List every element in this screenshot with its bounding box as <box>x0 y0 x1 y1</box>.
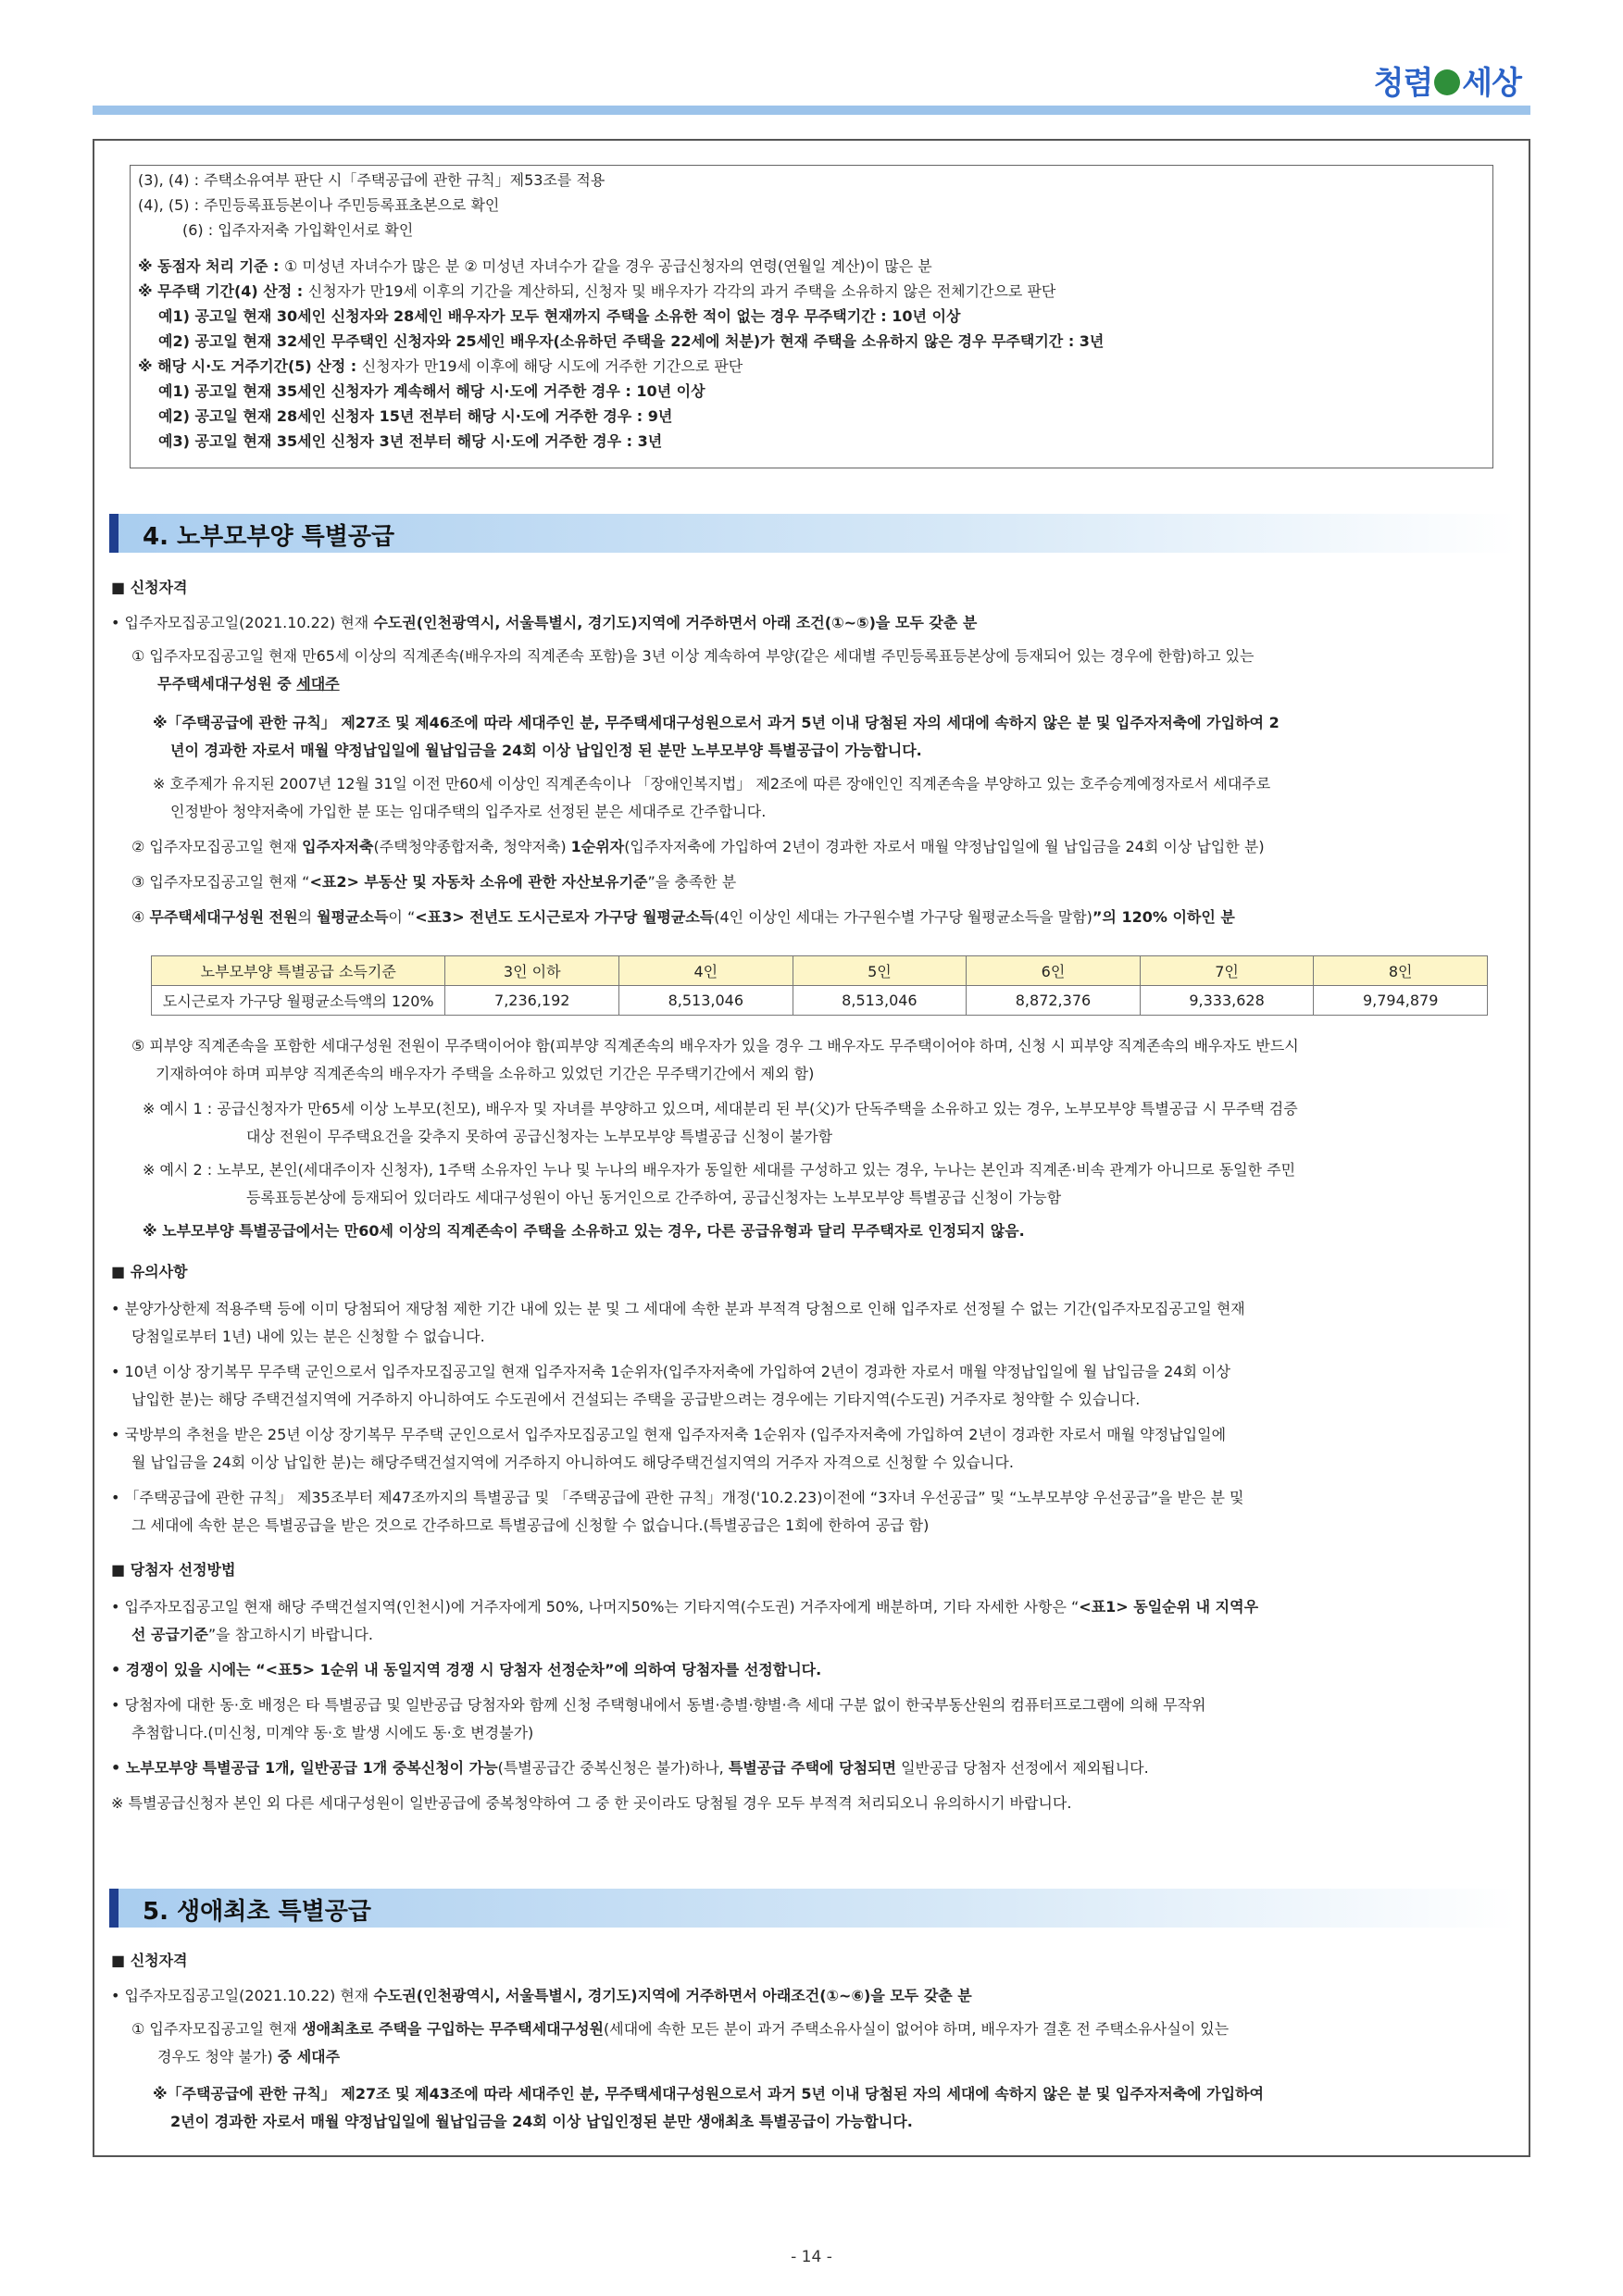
sec5-qualification <box>111 1947 1518 2136</box>
paragraph: 당첨일로부터 1년) 내에 있는 분은 신청할 수 없습니다. <box>131 1328 485 1345</box>
note-line: 예1) 공고일 현재 30세인 신청자와 28세인 배우자가 모두 현재까지 주택을 소유한 적이 없는 경우 무주택기간 : 10년 이상 <box>158 307 961 325</box>
paragraph: ① 입주자모집공고일 현재 만65세 이상의 직계존속(배우자의 직계존속 포함)을 3년 이상 계속하여 부양(같은 세대별 주민등록표등본상에 등재되어 있는 경우에 한함)하고 있는 <box>131 647 1255 665</box>
table-cell: 9,333,628 <box>1140 986 1314 1016</box>
subheading: ■ 신청자격 <box>111 579 188 596</box>
note: 2년이 경과한 자로서 매월 약정납입일에 월납입금을 24회 이상 납입인정된 분만 생애최초 특별공급이 가능합니다. <box>170 2113 913 2130</box>
paragraph: 무주택세대구성원 중 세대주 <box>157 675 340 693</box>
note: 인정받아 청약저축에 가입한 분 또는 임대주택의 입주자로 선정된 분은 세대주로 간주합니다. <box>170 803 767 820</box>
brand-logo: 청렴 세상 <box>1373 65 1521 102</box>
example: 등록표등본상에 등재되어 있더라도 세대구성원이 아닌 동거인으로 간주하여, 공급신청자는 노부모부양 특별공급 신청이 가능함 <box>246 1189 1062 1206</box>
sec4-qualification <box>111 574 1518 931</box>
note: ※ 노부모부양 특별공급에서는 만60세 이상의 직계존속이 주택을 소유하고 있는 경우, 다른 공급유형과 달리 무주택자로 인정되지 않음. <box>143 1222 1025 1240</box>
table-cell: 8,513,046 <box>619 986 793 1016</box>
note: ※ 특별공급신청자 본인 외 다른 세대구성원이 일반공급에 중복청약하여 그 중 한 곳이라도 당첨될 경우 모두 부적격 처리되오니 유의하시기 바랍니다. <box>111 1794 1072 1812</box>
logo-emblem-icon <box>1434 69 1460 95</box>
note: ※「주택공급에 관한 규칙」 제27조 및 제46조에 따라 세대주인 분, 무주택세대구성원으로서 과거 5년 이내 당첨된 자의 세대에 속하지 않은 분 및 입주자저축에 가입하여 2 <box>153 714 1280 731</box>
paragraph: • 입주자모집공고일(2021.10.22) 현재 수도권(인천광역시, 서울특별시, 경기도)지역에 거주하면서 아래조건(①~⑥)을 모두 갖춘 분 <box>111 1987 972 2004</box>
paragraph: • 노부모부양 특별공급 1개, 일반공급 1개 중복신청이 가능(특별공급간 중복신청은 불가)하나, 특별공급 주택에 당첨되면 일반공급 당첨자 선정에서 제외됩니다. <box>111 1759 1149 1777</box>
section-header-4 <box>109 514 1517 553</box>
paragraph: 그 세대에 속한 분은 특별공급을 받은 것으로 간주하므로 특별공급에 신청할 수 없습니다.(특별공급은 1회에 한하여 공급 함) <box>131 1516 930 1534</box>
page-number: - 14 - <box>791 2248 832 2266</box>
header-rule <box>93 106 1530 115</box>
paragraph: ③ 입주자모집공고일 현재 “<표2> 부동산 및 자동차 소유에 관한 자산보유기준”을 충족한 분 <box>131 873 737 891</box>
example: ※ 예시 1 : 공급신청자가 만65세 이상 노부모(친모), 배우자 및 자녀를 부양하고 있으며, 세대분리 된 부(父)가 단독주택을 소유하고 있는 경우, 노부모부양 특별공급 시 무주택 검증 <box>143 1100 1298 1117</box>
paragraph: 추첨합니다.(미신청, 미계약 동·호 발생 시에도 동·호 변경불가) <box>131 1724 534 1741</box>
table-cell: 8,872,376 <box>967 986 1141 1016</box>
table-header-cell: 4인 <box>619 956 793 986</box>
paragraph: • 입주자모집공고일(2021.10.22) 현재 수도권(인천광역시, 서울특별시, 경기도)지역에 거주하면서 아래 조건(①~⑤)을 모두 갖춘 분 <box>111 614 978 631</box>
table-row <box>152 986 1488 1016</box>
note-line: (4), (5) : 주민등록표등본이나 주민등록표초본으로 확인 <box>138 196 500 214</box>
paragraph: ① 입주자모집공고일 현재 생애최초로 주택을 구입하는 무주택세대구성원(세대에 속한 모든 분이 과거 주택소유사실이 없어야 하며, 배우자가 결혼 전 주택소유사실이 있는 <box>131 2020 1230 2038</box>
example: 대상 전원이 무주택요건을 갖추지 못하여 공급신청자는 노부모부양 특별공급 신청이 불가함 <box>246 1128 833 1145</box>
section-marker <box>109 514 119 553</box>
note-line: 예1) 공고일 현재 35세인 신청자가 계속해서 해당 시·도에 거주한 경우 : 10년 이상 <box>158 382 705 400</box>
table-header-cell: 8인 <box>1314 956 1488 986</box>
criteria-note-box <box>130 165 1493 468</box>
subheading: ■ 당첨자 선정방법 <box>111 1561 236 1578</box>
note-line: ※ 무주택 기간(4) 산정 : 신청자가 만19세 이후의 기간을 계산하되, 신청자 및 배우자가 각각의 과거 주택을 소유하지 않은 전체기간으로 판단 <box>138 282 1056 300</box>
note: 년이 경과한 자로서 매월 약정납입일에 월납입금을 24회 이상 납입인정 된 분만 노부모부양 특별공급이 가능합니다. <box>170 742 922 759</box>
paragraph: ② 입주자모집공고일 현재 입주자저축(주택청약종합저축, 청약저축) 1순위자(입주자저축에 가입하여 2년이 경과한 자로서 매월 약정납입일에 월 납입금을 24회 이상 납입한 분) <box>131 838 1265 855</box>
paragraph: • 분양가상한제 적용주택 등에 이미 당첨되어 재당첨 제한 기간 내에 있는 분 및 그 세대에 속한 분과 부적격 당첨으로 인해 입주자로 선정될 수 없는 기간(입주자모집공고일 현재 <box>111 1300 1245 1317</box>
note-line: ※ 해당 시·도 거주기간(5) 산정 : 신청자가 만19세 이후에 해당 시도에 거주한 기간으로 판단 <box>138 357 743 375</box>
section-header-5 <box>109 1889 1517 1928</box>
note-line: (6) : 입주자저축 가입확인서로 확인 <box>182 221 414 239</box>
section-title: 5. 생애최초 특별공급 <box>143 1898 371 1926</box>
example: ※ 예시 2 : 노부모, 본인(세대주이자 신청자), 1주택 소유자인 누나 및 누나의 배우자가 동일한 세대를 구성하고 있는 경우, 누나는 본인과 직계존·비속 관계가 아니므로 동일한 주민 <box>143 1161 1296 1179</box>
subheading: ■ 신청자격 <box>111 1952 188 1969</box>
note: ※「주택공급에 관한 규칙」 제27조 및 제43조에 따라 세대주인 분, 무주택세대구성원으로서 과거 5년 이내 당첨된 자의 세대에 속하지 않은 분 및 입주자저축에 가입하여 <box>153 2085 1265 2103</box>
table-header-cell: 3인 이하 <box>445 956 619 986</box>
paragraph: 납입한 분)는 해당 주택건설지역에 거주하지 아니하여도 수도권에서 건설되는 주택을 공급받으려는 경우에는 기타지역(수도권) 거주자로 청약할 수 있습니다. <box>131 1391 1141 1408</box>
table-header-cell: 5인 <box>793 956 967 986</box>
note-line: 예2) 공고일 현재 28세인 신청자 15년 전부터 해당 시·도에 거주한 경우 : 9년 <box>158 407 673 425</box>
section-title: 4. 노부모부양 특별공급 <box>143 523 395 551</box>
paragraph: 기재하여야 하며 피부양 직계존속의 배우자가 주택을 소유하고 있었던 기간은 무주택기간에서 제외 함) <box>156 1065 815 1082</box>
section-marker <box>109 1889 119 1928</box>
paragraph: • 「주택공급에 관한 규칙」 제35조부터 제47조까지의 특별공급 및 「주택공급에 관한 규칙」개정('10.2.23)이전에 “3자녀 우선공급” 및 “노부모부양 우선공급”을 받은 분 및 <box>111 1489 1244 1506</box>
table-header-cell: 7인 <box>1140 956 1314 986</box>
paragraph: • 국방부의 추천을 받은 25년 이상 장기복무 무주택 군인으로서 입주자모집공고일 현재 입주자저축 1순위자 (입주자저축에 가입하여 2년이 경과한 자로서 매월 약정납입일에 <box>111 1426 1227 1443</box>
paragraph: • 당첨자에 대한 동·호 배정은 타 특별공급 및 일반공급 당첨자와 함께 신청 주택형내에서 동별·층별·향별·측 세대 구분 없이 한국부동산원의 컴퓨터프로그램에 의해 무작위 <box>111 1696 1206 1714</box>
table-cell: 9,794,879 <box>1314 986 1488 1016</box>
table-header-cell: 6인 <box>967 956 1141 986</box>
income-criteria-table <box>151 955 1488 1016</box>
paragraph: • 10년 이상 장기복무 무주택 군인으로서 입주자모집공고일 현재 입주자저축 1순위자(입주자저축에 가입하여 2년이 경과한 자로서 매월 약정납입일에 월 납입금을 24회 이상 <box>111 1363 1230 1380</box>
paragraph: ⑤ 피부양 직계존속을 포함한 세대구성원 전원이 무주택이어야 함(피부양 직계존속의 배우자가 있을 경우 그 배우자도 무주택이어야 하며, 신청 시 피부양 직계존속의 배우자도 반드시 <box>131 1037 1299 1054</box>
sec4-continued <box>111 1032 1518 1817</box>
paragraph: ④ 무주택세대구성원 전원의 월평균소득이 “<표3> 전년도 도시근로자 가구당 월평균소득(4인 이상인 세대는 가구원수별 가구당 월평균소득을 말함)”의 120% 이하인 분 <box>131 908 1235 926</box>
table-cell: 도시근로자 가구당 월평균소득액의 120% <box>152 986 445 1016</box>
table-header-row <box>152 956 1488 986</box>
note-line: 예3) 공고일 현재 35세인 신청자 3년 전부터 해당 시·도에 거주한 경우 : 3년 <box>158 432 663 450</box>
table-cell: 7,236,192 <box>445 986 619 1016</box>
table-cell: 8,513,046 <box>793 986 967 1016</box>
paragraph: 선 공급기준”을 참고하시기 바랍니다. <box>131 1626 373 1643</box>
note-line: ※ 동점자 처리 기준 : ① 미성년 자녀수가 많은 분 ② 미성년 자녀수가 같을 경우 공급신청자의 연령(연월일 계산)이 많은 분 <box>138 257 932 275</box>
note: ※ 호주제가 유지된 2007년 12월 31일 이전 만60세 이상인 직계존속이나 「장애인복지법」 제2조에 따른 장애인인 직계존속을 부양하고 있는 호주승계예정자로서 세대주로 <box>153 775 1271 792</box>
paragraph: 경우도 청약 불가) 중 세대주 <box>157 2048 341 2065</box>
subheading: ■ 유의사항 <box>111 1263 188 1280</box>
note-line: (3), (4) : 주택소유여부 판단 시「주택공급에 관한 규칙」제53조를 적용 <box>138 171 606 189</box>
paragraph: • 경쟁이 있을 시에는 “<표5> 1순위 내 동일지역 경쟁 시 당첨자 선정순차”에 의하여 당첨자를 선정합니다. <box>111 1661 822 1678</box>
table-header-cell: 노부모부양 특별공급 소득기준 <box>152 956 445 986</box>
paragraph: 월 납입금을 24회 이상 납입한 분)는 해당주택건설지역에 거주하지 아니하여도 해당주택건설지역의 거주자 자격으로 신청할 수 있습니다. <box>131 1454 1014 1471</box>
paragraph: • 입주자모집공고일 현재 해당 주택건설지역(인천시)에 거주자에게 50%, 나머지50%는 기타지역(수도권) 거주자에게 배분하며, 기타 자세한 사항은 “<표1> 동일순위 내 지역우 <box>111 1598 1259 1616</box>
note-line: 예2) 공고일 현재 32세인 무주택인 신청자와 25세인 배우자(소유하던 주택을 22세에 처분)가 현재 주택을 소유하지 않은 경우 무주택기간 : 3년 <box>158 332 1105 350</box>
